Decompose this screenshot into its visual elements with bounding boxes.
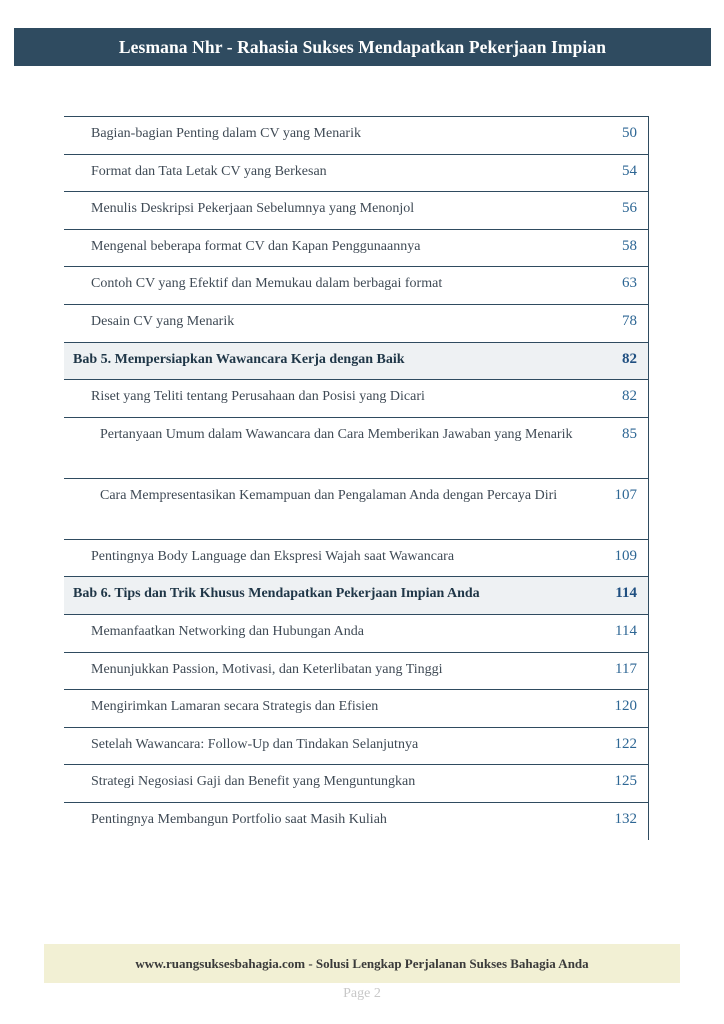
- toc-entry-page: 58: [622, 237, 637, 254]
- footer-text: www.ruangsuksesbahagia.com - Solusi Lengkap Perjalanan Sukses Bahagia Anda: [135, 955, 589, 971]
- toc-entry-title: Menunjukkan Passion, Motivasi, dan Keterlibatan yang Tinggi: [91, 661, 443, 677]
- toc-entry-page: 56: [622, 200, 637, 217]
- toc-entry-page: 78: [622, 312, 637, 329]
- toc-entry-title: Strategi Negosiasi Gaji dan Benefit yang Menguntungkan: [91, 774, 416, 790]
- toc-entry-row[interactable]: [64, 154, 649, 192]
- toc-entry-page: 122: [614, 735, 637, 752]
- toc-entry-page: 107: [614, 486, 637, 503]
- toc-entry-row[interactable]: [64, 266, 649, 304]
- toc-entry-title: Riset yang Teliti tentang Perusahaan dan Posisi yang Dicari: [91, 389, 425, 405]
- toc-entry-title: Bab 5. Mempersiapkan Wawancara Kerja dengan Baik: [73, 351, 405, 367]
- toc-entry-title: Menulis Deskripsi Pekerjaan Sebelumnya yang Menonjol: [91, 201, 415, 217]
- page-header: [14, 28, 711, 66]
- toc-entry-row[interactable]: [64, 727, 649, 765]
- toc-entry-page: 117: [615, 660, 637, 677]
- toc-entry-title: Memanfaatkan Networking dan Hubungan Anda: [91, 623, 364, 639]
- toc-entry-title: Format dan Tata Letak CV yang Berkesan: [91, 163, 327, 179]
- toc-entry-row[interactable]: [64, 417, 649, 478]
- toc-entry-title: Setelah Wawancara: Follow-Up dan Tindakan Selanjutnya: [91, 736, 419, 752]
- toc-entry-page: 109: [614, 547, 637, 564]
- toc-entry-page: 63: [622, 275, 637, 292]
- toc-entry-page: 82: [622, 350, 637, 367]
- toc-entry-page: 54: [622, 162, 637, 179]
- toc-entry-row[interactable]: [64, 379, 649, 417]
- toc-entry-row[interactable]: [64, 478, 649, 539]
- toc-entry-title: Desain CV yang Menarik: [91, 313, 235, 329]
- toc-entry-title: Contoh CV yang Efektif dan Memukau dalam berbagai format: [91, 276, 443, 292]
- toc-entry-title: Cara Mempresentasikan Kemampuan dan Pengalaman Anda dengan Percaya Diri: [100, 487, 558, 503]
- toc-entry-title: Bagian-bagian Penting dalam CV yang Menarik: [91, 126, 361, 141]
- table-of-contents: [64, 116, 649, 840]
- toc-entry-title: Mengirimkan Lamaran secara Strategis dan Efisien: [91, 699, 379, 715]
- toc-entry-page: 120: [614, 698, 637, 715]
- toc-entry-row[interactable]: [64, 191, 649, 229]
- toc-entry-row[interactable]: [64, 304, 649, 342]
- page-footer: [44, 944, 680, 983]
- toc-entry-page: 82: [622, 388, 637, 405]
- toc-entry-row[interactable]: [64, 229, 649, 267]
- toc-entry-title: Pentingnya Membangun Portfolio saat Masih Kuliah: [91, 811, 387, 827]
- header-title: Lesmana Nhr - Rahasia Sukses Mendapatkan Pekerjaan Impian: [118, 36, 607, 57]
- toc-entry-row[interactable]: [64, 614, 649, 652]
- toc-entry-title: Pentingnya Body Language dan Ekspresi Wajah saat Wawancara: [91, 548, 455, 564]
- toc-entry-title: Pertanyaan Umum dalam Wawancara dan Cara Memberikan Jawaban yang Menarik: [100, 426, 573, 442]
- toc-entry-row[interactable]: [64, 764, 649, 802]
- toc-entry-row[interactable]: [64, 116, 649, 154]
- toc-entry-row[interactable]: [64, 539, 649, 577]
- toc-entry-page: 132: [614, 810, 637, 827]
- toc-chapter-row[interactable]: [64, 576, 649, 614]
- toc-entry-row[interactable]: [64, 689, 649, 727]
- toc-entry-page: 85: [622, 425, 637, 442]
- toc-entry-title: Mengenal beberapa format CV dan Kapan Penggunaannya: [91, 238, 421, 254]
- toc-entry-page: 125: [614, 773, 637, 790]
- toc-entry-page: 50: [622, 125, 637, 141]
- page-number: Page 2: [343, 986, 381, 1001]
- toc-entry-page: 114: [615, 622, 637, 639]
- toc-entry-title: Bab 6. Tips dan Trik Khusus Mendapatkan Pekerjaan Impian Anda: [73, 586, 480, 602]
- toc-chapter-row[interactable]: [64, 342, 649, 380]
- toc-entry-row[interactable]: [64, 652, 649, 690]
- toc-entry-row[interactable]: [64, 802, 649, 840]
- toc-entry-page: 114: [615, 585, 637, 602]
